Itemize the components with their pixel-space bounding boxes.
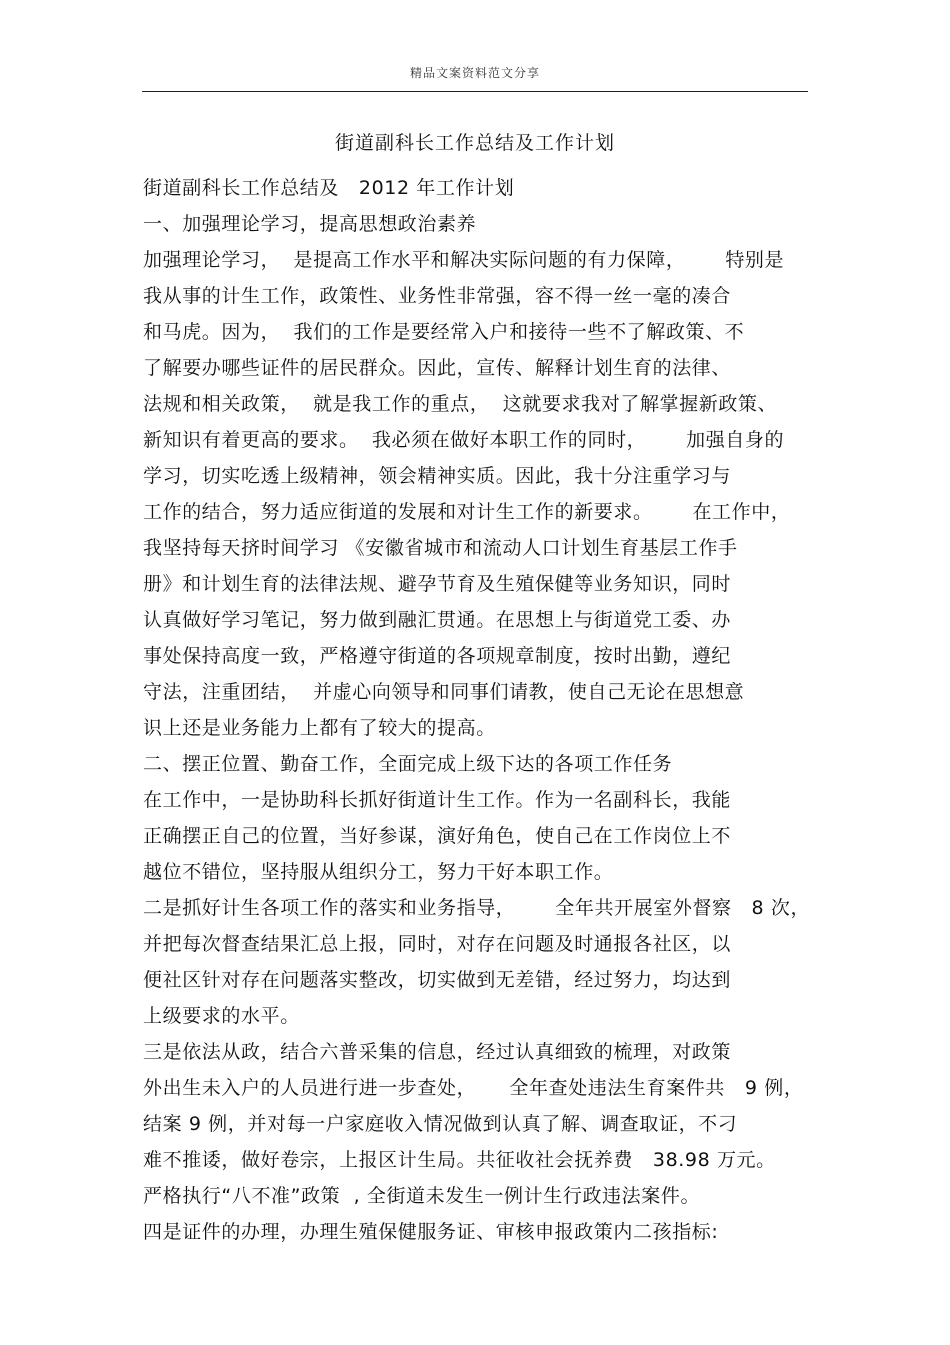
text-line: 我坚持每天挤时间学习 《安徽省城市和流动人口计划生育基层工作手 — [143, 537, 738, 559]
text-line: 越位不错位，坚持服从组织分工，努力干好本职工作。 — [143, 861, 614, 883]
text-line: 和马虎。因为， 我们的工作是要经常入户和接待一些不了解政策、不 — [143, 321, 745, 343]
text-line: 结案 9 例，并对每一户家庭收入情况做到认真了解、调查取证，不刁 — [143, 1113, 738, 1135]
text-line: 我从事的计生工作，政策性、业务性非常强，容不得一丝一毫的凑合 — [143, 285, 732, 307]
text-line: 正确摆正自己的位置，当好参谋，演好角色，使自己在工作岗位上不 — [143, 825, 732, 847]
text-line: 事处保持高度一致，严格遵守街道的各项规章制度，按时出勤，遵纪 — [143, 645, 732, 667]
text-line: 学习，切实吃透上级精神，领会精神实质。因此，我十分注重学习与 — [143, 465, 732, 487]
text-line: 上级要求的水平。 — [143, 1005, 300, 1027]
page-header: 精品文案资料范文分享 — [409, 66, 540, 80]
text-line: 外出生未入户的人员进行进一步查处， 全年查处违法生育案件共 9 例， — [143, 1077, 804, 1099]
text-line: 守法，注重团结， 并虚心向领导和同事们请教，使自己无论在思想意 — [143, 681, 745, 703]
text-line: 二是抓好计生各项工作的落实和业务指导， 全年共开展室外督察 8 次， — [143, 897, 811, 919]
text-line: 加强理论学习， 是提高工作水平和解决实际问题的有力保障， 特别是 — [143, 249, 785, 271]
header-divider — [142, 91, 808, 92]
text-line: 识上还是业务能力上都有了较大的提高。 — [143, 717, 496, 739]
text-line: 便社区针对存在问题落实整改，切实做到无差错，经过努力，均达到 — [143, 969, 732, 991]
text-line: 四是证件的办理，办理生殖保健服务证、审核申报政策内二孩指标: — [143, 1221, 719, 1243]
text-line: 了解要办哪些证件的居民群众。因此，宣传、解释计划生育的法律、 — [143, 357, 732, 379]
text-line: 认真做好学习笔记，努力做到融汇贯通。在思想上与街道党工委、办 — [143, 609, 732, 631]
text-line: 在工作中，一是协助科长抓好街道计生工作。作为一名副科长，我能 — [143, 789, 732, 811]
text-line: 三是依法从政，结合六普采集的信息，经过认真细致的梳理，对政策 — [143, 1041, 732, 1063]
text-line: 一、加强理论学习，提高思想政治素养 — [143, 213, 477, 235]
text-line: 二、摆正位置、勤奋工作，全面完成上级下达的各项工作任务 — [143, 753, 673, 775]
document-title: 街道副科长工作总结及工作计划 — [334, 132, 615, 154]
text-line: 册》和计划生育的法律法规、避孕节育及生殖保健等业务知识，同时 — [143, 573, 732, 595]
text-line: 新知识有着更高的要求。 我必须在做好本职工作的同时， 加强自身的 — [143, 429, 785, 451]
text-line: 并把每次督查结果汇总上报，同时，对存在问题及时通报各社区，以 — [143, 933, 732, 955]
text-line: 法规和相关政策， 就是我工作的重点， 这就要求我对了解掌握新政策、 — [143, 393, 778, 415]
text-line: 工作的结合，努力适应街道的发展和对计生工作的新要求。 在工作中， — [143, 501, 791, 523]
document-body — [143, 170, 823, 1250]
text-line: 街道副科长工作总结及 2012 年工作计划 — [143, 177, 515, 199]
text-line: 严格执行“八不准”政策 , 全街道未发生一例计生行政违法案件。 — [143, 1185, 701, 1207]
text-line: 难不推诿，做好卷宗，上报区计生局。共征收社会抚养费 38.98 万元。 — [143, 1149, 776, 1171]
